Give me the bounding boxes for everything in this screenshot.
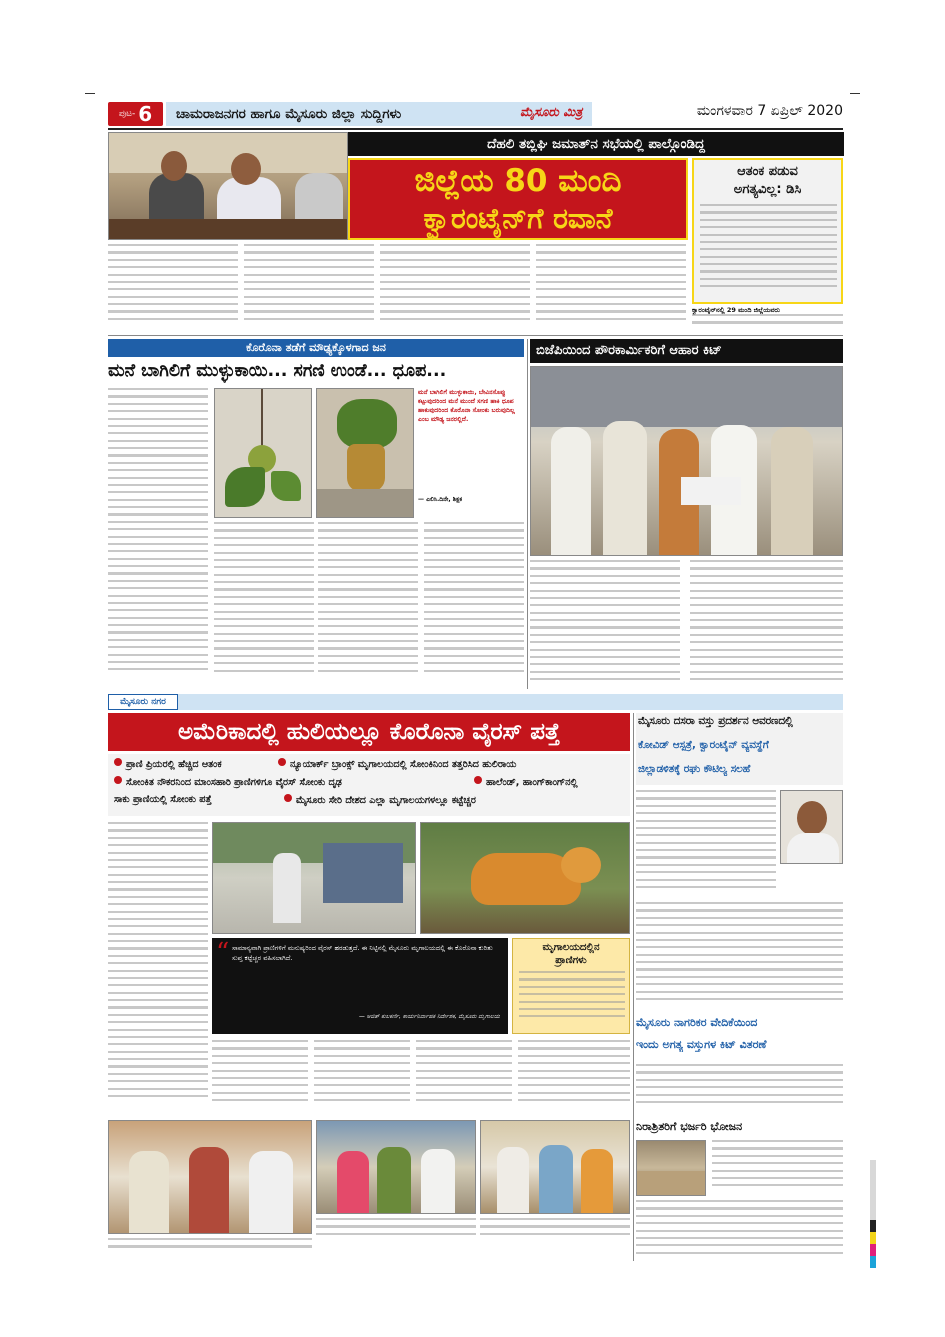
story2-quote-author: — ಎಲಿಸಿ.ದಿನೇ, ಶಿಕ್ಷಕ (418, 496, 463, 503)
story1-body-col4 (536, 244, 686, 326)
story4-bullet-3 (114, 776, 342, 788)
quote-mark-icon: “ (216, 938, 230, 968)
raghu-kautilya-photo (780, 790, 843, 864)
story4-bullet-2 (278, 758, 516, 770)
bullet-dot-icon (114, 758, 122, 766)
dc-sidebox-head1: ಆತಂಕ ಪಡುವ (737, 164, 798, 179)
story4-body-col5 (518, 1040, 630, 1110)
bullet-dot-icon (284, 794, 292, 802)
shelter-meal-photo (636, 1140, 706, 1196)
crop-mark-top-left (85, 84, 95, 94)
story5-body-col1 (636, 790, 776, 900)
story4-headline-text: ಅಮೆರಿಕಾದಲ್ಲಿ ಹುಲಿಯಲ್ಲೂ ಕೊರೊನಾ ವೈರಸ್ ಪತ್ತೆ (177, 719, 561, 745)
story5-headline (636, 713, 843, 785)
column-rule-right (633, 713, 634, 1261)
story1-body-col5 (692, 314, 843, 330)
page-number-badge (108, 102, 163, 126)
story4-bullet-6 (284, 794, 476, 806)
bullet-dot-icon (114, 776, 122, 784)
story4-bullet-5 (114, 794, 212, 805)
kit-photo-1 (108, 1120, 312, 1234)
bullet-text: ಪ್ರಾಣಿ ಪ್ರಿಯರಲ್ಲಿ ಹೆಚ್ಚಿದ ಆತಂಕ (126, 759, 222, 770)
zoo-box-title2: ಪ್ರಾಣಿಗಳು (555, 955, 587, 966)
pull-quote-text: ಸಾಮಾನ್ಯವಾಗಿ ಪ್ರಾಣಿಗಳಿಗೆ ಮನುಷ್ಯರಿಂದ ವೈರಸ್ ಹರಡುತ್ತದೆ. ಈ ನಿಟ್ಟಿನಲ್ಲಿ ಮೈಸೂರು ಮೃಗಾಲಯದಲ್ಲಿ ಈ ಕೊರೊನಾ ಕುರಿತು ಸುಪ್ತ ಕಟ್ಟೆಚ್ಚರ ವಹಿಸಲಾಗಿದೆ. (232, 944, 493, 962)
page-number: 6 (138, 102, 153, 126)
dc-sidebox (692, 158, 843, 304)
story1-headline-line1: ಜಿಲ್ಲೆಯ 80 ಮಂದಿ (414, 163, 622, 199)
zoo-animals-box (512, 938, 630, 1034)
section-title: ಚಾಮರಾಜನಗರ ಹಾಗೂ ಮೈಸೂರು ಜಿಲ್ಲಾ ಸುದ್ದಿಗಳು (166, 102, 592, 126)
story2-body-col4 (424, 522, 524, 688)
story5-headline-line2: ಕೋವಿಡ್ ಆಸ್ಪತ್ರೆ, ಕ್ವಾರಂಟೈನ್ ವ್ಯವಸ್ಥೆಗೆ (638, 739, 769, 751)
story1-kicker (348, 132, 844, 156)
story4-bullets (108, 754, 630, 816)
story5-headline-line1: ಮೈಸೂರು ದಸರಾ ವಸ್ತು ಪ್ರದರ್ಶನ ಆವರಣದಲ್ಲಿ (638, 715, 793, 727)
bullet-dot-icon (474, 776, 482, 784)
header-bar (108, 102, 843, 130)
dc-sidebox-subhead: ಕ್ವಾರಂಟೈನ್‌ನಲ್ಲಿ 29 ಮಂದಿ ಜಿಲ್ಲೆಯವರು (692, 306, 780, 314)
story2-quote: ಮನೆ ಬಾಗಿಲಿಗೆ ಮುಳ್ಳುಕಾಯಿ, ಬೇವಿನಸೊಪ್ಪು ಕಟ್ಟುವುದರಿಂದ ಮನೆ ಮುಂದೆ ಸಗಣಿ ಹಾಕಿ ಧೂಪ ಹಾಕುವುದರಿಂದ ಕೊರೊನಾ ಸೋಂಕು ಬರುವುದಿಲ್ಲ ಎಂಬ ಮೌಢ್ಯ ಜನರಲ್ಲಿದೆ. (418, 389, 515, 423)
story2-body-col1 (108, 388, 208, 688)
dc-sidebox-head2: ಅಗತ್ಯವಿಲ್ಲ: ಡಿಸಿ (733, 182, 802, 197)
story2-body-col3 (318, 522, 418, 688)
bullet-text: ನ್ಯೂಯಾರ್ಕ್ ಬ್ರಾಂಕ್ಸ್ ಮೃಗಾಲಯದಲ್ಲಿ ಸೋಂಕಿನಿಂದ ತತ್ತರಿಸಿದ ಹುಲಿರಾಯ (290, 759, 517, 770)
story7-body-col2 (636, 1200, 843, 1260)
story4-pull-quote (212, 938, 508, 1034)
bullet-dot-icon (278, 758, 286, 766)
threshold-pots-photo (316, 388, 414, 518)
story4-bullet-4 (474, 776, 578, 788)
section2-band (108, 694, 843, 710)
story5-headline-line3: ಜಿಲ್ಲಾಡಳಿತಕ್ಕೆ ರಘು ಕೌಟಿಲ್ಯ ಸಲಹೆ (638, 763, 751, 775)
story6-body (636, 1064, 843, 1116)
story2-body-col2 (214, 522, 314, 688)
story1-body-col2 (244, 244, 374, 326)
story1-headline-line2: ಕ್ವಾರಂಟೈನ್‌ಗೆ ರವಾನೆ (423, 202, 613, 235)
bullet-text: ಸೋಂಕಿತ ನೌಕರನಿಂದ ಮಾಂಸಹಾರಿ ಪ್ರಾಣಿಗಳಿಗೂ ವೈರಸ್ ಸೋಂಕು ದೃಢ (126, 777, 342, 788)
story4-headline (108, 713, 630, 751)
story2-kicker-text: ಕೊರೊನಾ ತಡೆಗೆ ಮೌಢ್ಯಕ್ಕೊಳಗಾದ ಜನ (246, 341, 386, 354)
bullet-text: ಹಾಲೆಂಡ್, ಹಾಂಗ್‌ಕಾಂಗ್‌ನಲ್ಲಿ (486, 777, 578, 788)
column-rule-mid (527, 339, 528, 689)
story1-kicker-text: ದೆಹಲಿ ತಬ್ಲಿಘಿ ಜಮಾತ್‌ನ ಸಭೆಯಲ್ಲಿ ಪಾಲ್ಗೊಂಡಿದ್ದ (487, 136, 705, 152)
thorn-fruit-photo (214, 388, 312, 518)
page-label: ಪುಟ- (118, 109, 136, 119)
header-rule (108, 128, 843, 130)
story2-quote-box (418, 388, 524, 518)
story4-body-col3 (314, 1040, 410, 1110)
bullet-text: ಮೈಸೂರು ಸೇರಿ ದೇಶದ ಎಲ್ಲಾ ಮೃಗಾಲಯಗಳಲ್ಲೂ ಕಟ್ಟೆಚ್ಚರ (296, 795, 476, 806)
story3-body-col2 (690, 560, 843, 688)
zoo-box-body (519, 971, 625, 1031)
story2-kicker (108, 339, 524, 357)
story7-headline: ನಿರಾಶ್ರಿತರಿಗೆ ಭರ್ಜರಿ ಭೋಜನ (636, 1120, 743, 1133)
story6-headline-line1: ಮೈಸೂರು ನಾಗರಿಕರ ವೇದಿಕೆಯಿಂದ (636, 1016, 758, 1029)
tiger-photo (420, 822, 630, 934)
kit-caption-1 (108, 1238, 312, 1258)
food-kit-distribution-photo (530, 366, 843, 556)
kit-caption-3 (480, 1218, 630, 1258)
story4-body-col4 (416, 1040, 512, 1110)
pull-quote-author: — ಅಜಿತ್ ಕುಲಕರ್ಣಿ, ಕಾರ್ಯನಿರ್ವಾಹಕ ನಿರ್ದೇಶಕ, ಮೈಸೂರು ಮೃಗಾಲಯ (358, 1014, 500, 1020)
zoo-box-title1: ಮೃಗಾಲಯದಲ್ಲಿನ (542, 942, 600, 953)
bullet-text: ಸಾಕು ಪ್ರಾಣಿಯಲ್ಲಿ ಸೋಂಕು ಪತ್ತೆ (114, 794, 212, 805)
issue-date: ಮಂಗಳವಾರ 7 ಏಪ್ರಿಲ್ 2020 (696, 103, 843, 119)
story5-body-col2 (636, 902, 843, 1012)
crop-mark-top-right (850, 84, 860, 94)
registration-strip (870, 1160, 876, 1280)
meeting-photo (108, 132, 348, 240)
story1-headline (348, 158, 688, 240)
story1-body-col3 (380, 244, 530, 326)
story4-body-col2 (212, 1040, 308, 1110)
kit-photo-2 (316, 1120, 476, 1214)
story6-headline-line2: ಇಂದು ಅಗತ್ಯ ವಸ್ತುಗಳ ಕಿಟ್ ವಿತರಣೆ (636, 1038, 767, 1051)
kit-caption-2 (316, 1218, 476, 1258)
kit-photo-3 (480, 1120, 630, 1214)
story6-headline (636, 1016, 843, 1060)
dc-sidebox-body (700, 204, 837, 300)
zoo-sanitizing-photo (212, 822, 416, 934)
story3-headline-text: ಬಿಜೆಪಿಯಿಂದ ಪೌರಕಾರ್ಮಿಕರಿಗೆ ಆಹಾರ ಕಿಟ್ (536, 343, 722, 358)
story1-body-col1 (108, 244, 238, 326)
story4-body-col1 (108, 822, 208, 1118)
story3-headline (530, 339, 843, 363)
masthead: ಮೈಸೂರು ಮಿತ್ರ (520, 104, 583, 119)
story7-body-col1 (712, 1140, 843, 1196)
story3-body-col1 (530, 560, 680, 688)
story2-headline: ಮನೆ ಬಾಗಿಲಿಗೆ ಮುಳ್ಳುಕಾಯಿ... ಸಗಣಿ ಉಂಡೆ... ಧೂಪ... (108, 361, 447, 381)
story4-bullet-1 (114, 758, 222, 770)
story1-bottom-rule (108, 335, 843, 336)
section2-label: ಮೈಸೂರು ನಗರ (108, 694, 178, 710)
